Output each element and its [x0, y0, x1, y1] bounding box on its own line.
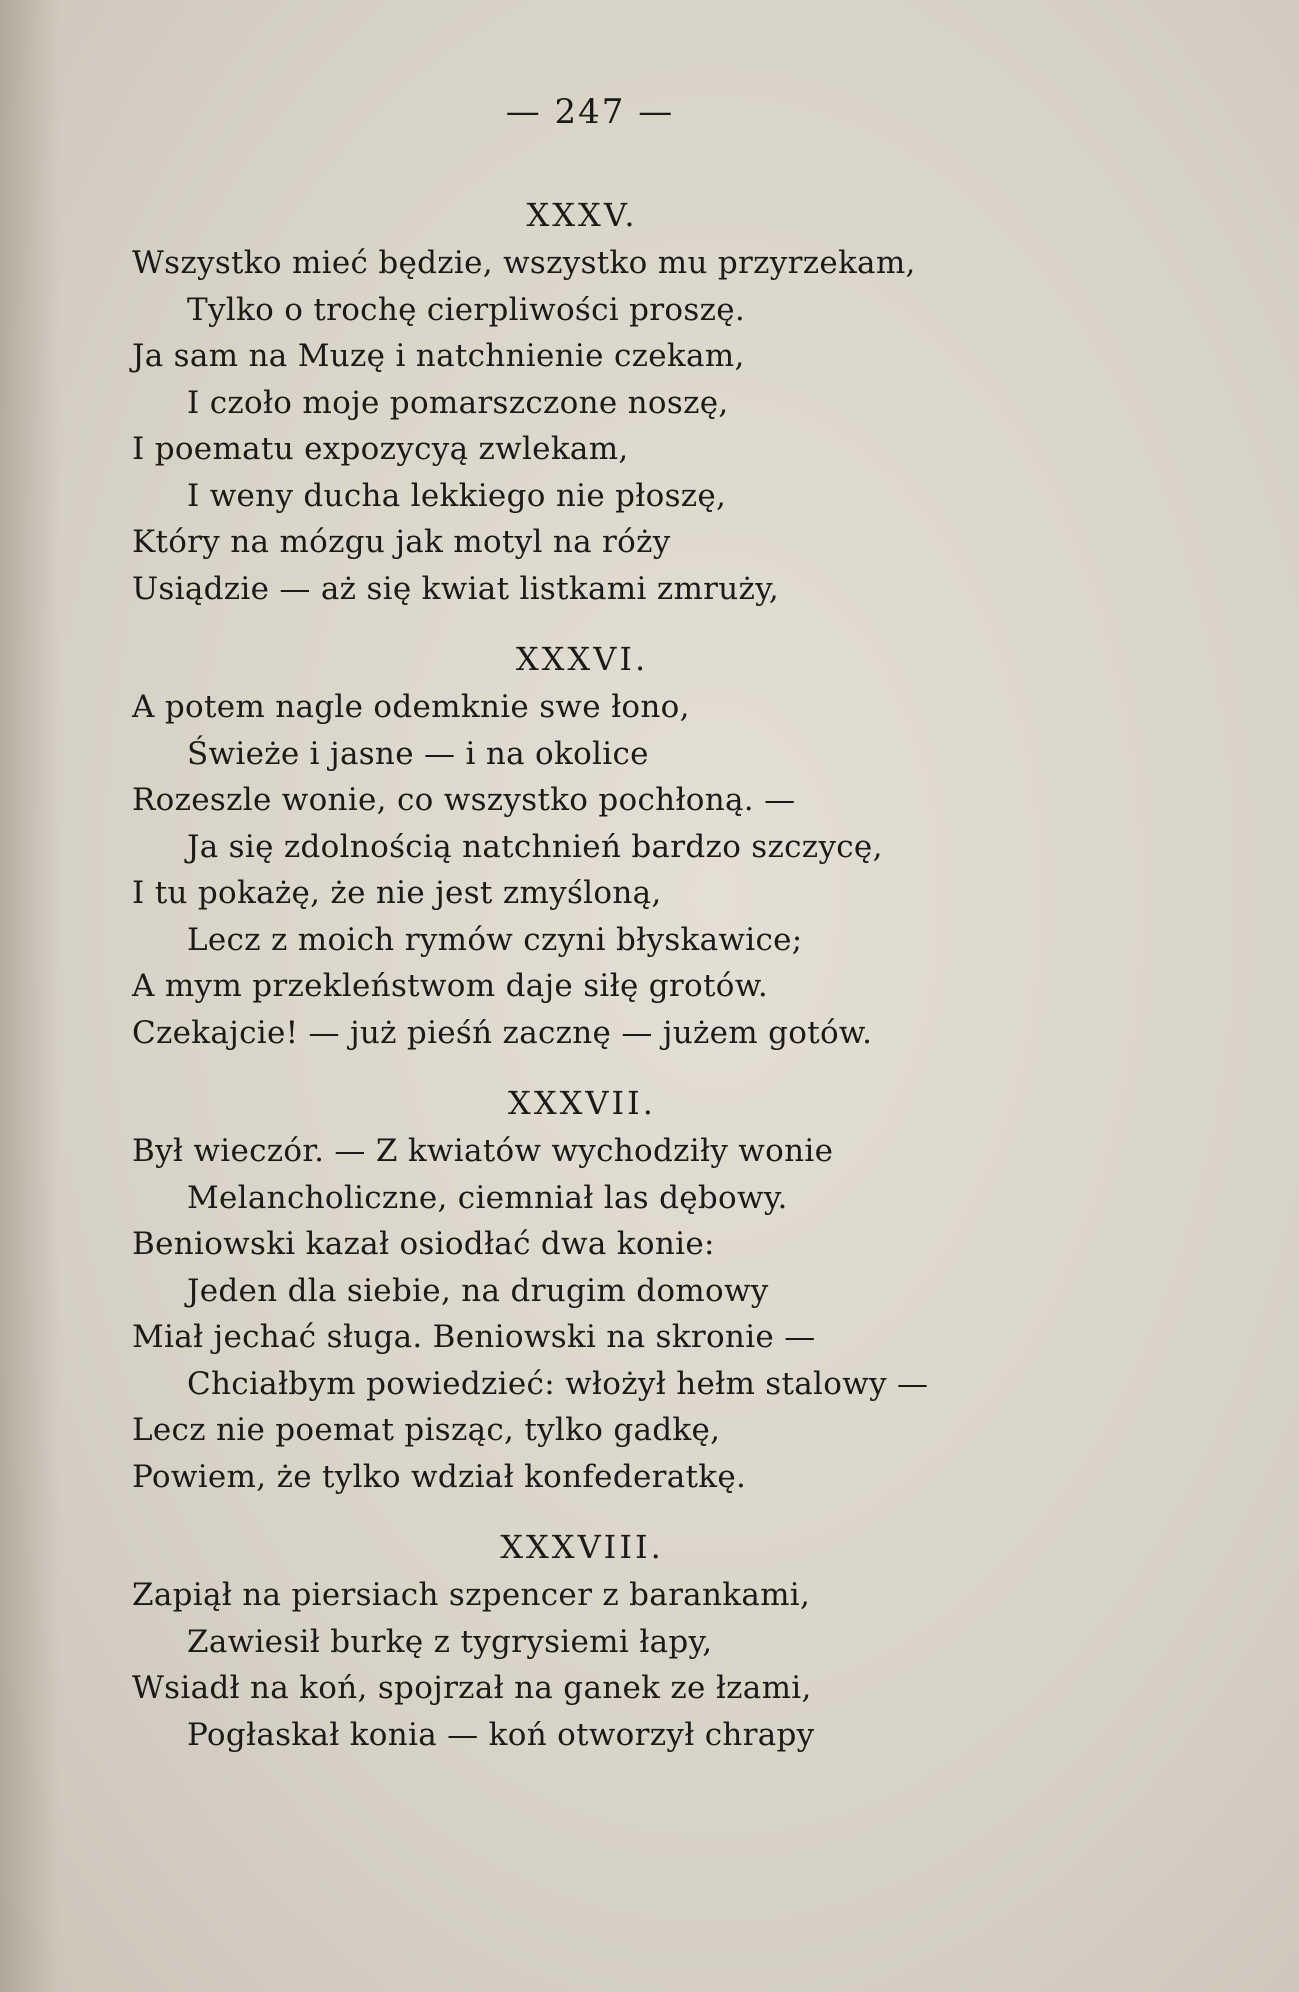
stanza-number: XXXVII.	[508, 1084, 656, 1122]
page-number: — 247 —	[505, 92, 675, 132]
verse-line: Jeden dla siebie, na drugim domowy	[187, 1272, 769, 1309]
verse-line: I poematu expozycyą zwlekam,	[132, 431, 629, 467]
verse-line: Lecz nie poemat pisząc, tylko gadkę,	[132, 1412, 721, 1448]
verse-line: I czoło moje pomarszczone noszę,	[187, 384, 729, 421]
stanza-xxxvi	[132, 634, 1132, 1056]
verse-line: Powiem, że tylko wdział konfederatkę.	[132, 1458, 747, 1495]
verse-line: Wszystko mieć będzie, wszystko mu przyrzekam,	[132, 245, 916, 281]
verse-line: Ja sam na Muzę i natchnienie czekam,	[132, 338, 745, 374]
stanza-xxxvii	[132, 1078, 1132, 1500]
verse-line: A potem nagle odemknie swe łono,	[132, 689, 690, 725]
verse-line: A mym przekleństwom daje siłę grotów.	[132, 968, 769, 1004]
stanza-number: XXXVI.	[515, 640, 649, 678]
stanza-number: XXXV.	[526, 196, 638, 234]
verse-line: Beniowski kazał osiodłać dwa konie:	[132, 1226, 715, 1262]
stanza-gap	[132, 1056, 1132, 1078]
verse-line: Tylko o trochę cierpliwości proszę.	[187, 291, 746, 328]
verse-line: Zawiesił burkę z tygrysiemi łapy,	[187, 1623, 713, 1660]
verse-line: I weny ducha lekkiego nie płoszę,	[187, 477, 727, 514]
verse-line: Świeże i jasne — i na okolice	[187, 735, 649, 772]
verse-line: Który na mózgu jak motyl na róży	[132, 524, 671, 560]
verse-line: Lecz z moich rymów czyni błyskawice;	[187, 921, 803, 958]
verse-line: Ja się zdolnością natchnień bardzo szczycę,	[187, 828, 883, 865]
verse-line: Był wieczór. — Z kwiatów wychodziły wonie	[132, 1133, 834, 1169]
verse-line: I tu pokażę, że nie jest zmyśloną,	[132, 875, 662, 911]
verse-line: Rozeszle wonie, co wszystko pochłoną. —	[132, 782, 796, 818]
verse-line: Melancholiczne, ciemniał las dębowy.	[187, 1179, 788, 1216]
verse-line: Pogłaskał konia — koń otworzył chrapy	[187, 1716, 815, 1753]
verse-line: Czekajcie! — już pieśń zacznę — jużem gotów.	[132, 1014, 873, 1051]
stanza-gap	[132, 1500, 1132, 1522]
stanza-number: XXXVIII.	[500, 1528, 664, 1566]
verse-line: Wsiadł na koń, spojrzał na ganek ze łzami,	[132, 1670, 812, 1706]
stanza-gap	[132, 612, 1132, 634]
stanza-xxxv	[132, 190, 1132, 612]
verse-line: Miał jechać sługa. Beniowski na skronie —	[132, 1319, 816, 1355]
verse-line: Usiądzie — aż się kwiat listkami zmruży,	[132, 570, 780, 607]
page-gutter-shadow	[0, 0, 60, 1992]
verse-line: Zapiął na piersiach szpencer z barankami,	[132, 1577, 811, 1613]
stanza-xxxviii	[132, 1522, 1132, 1758]
poem-text	[132, 190, 1132, 1758]
verse-line: Chciałbym powiedzieć: włożył hełm stalowy —	[187, 1365, 929, 1402]
